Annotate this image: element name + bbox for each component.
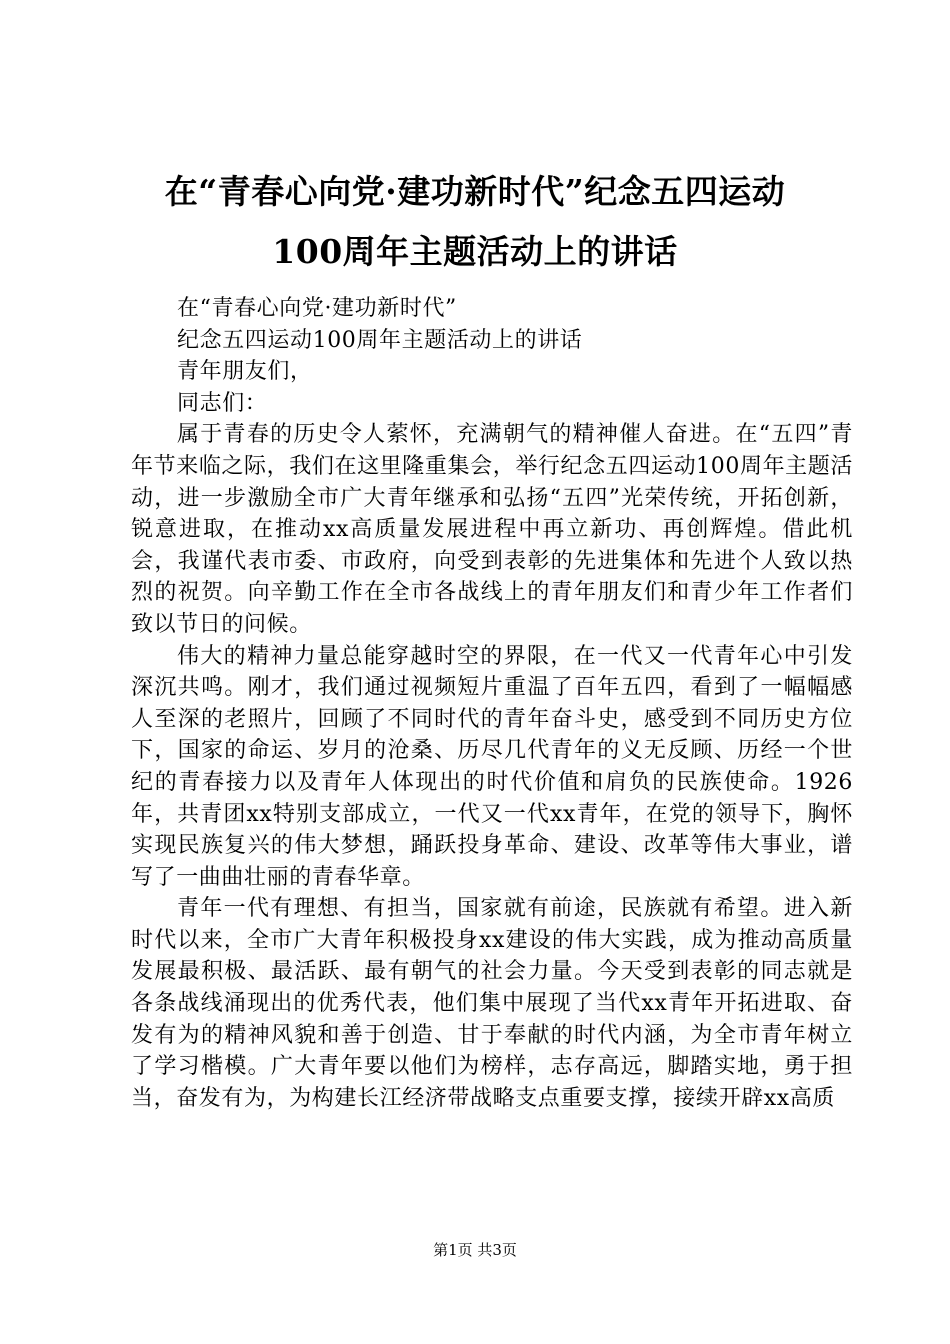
- title-line-2: 100周年主题活动上的讲话: [272, 232, 678, 271]
- title-line-1: 在“青春心向党·建功新时代”纪念五四运动: [164, 172, 786, 211]
- page-number-label: 第1页 共3页: [433, 1241, 517, 1259]
- subtitle-line-2: 纪念五四运动100周年主题活动上的讲话: [177, 327, 583, 353]
- page-footer: [0, 1240, 950, 1260]
- salutation-youth: 青年朋友们，: [177, 359, 313, 385]
- salutation-comrades: 同志们：: [177, 390, 268, 416]
- document-body: [131, 293, 853, 1114]
- document-title: [100, 162, 850, 282]
- paragraph-1: 属于青春的历史令人萦怀，充满朝气的精神催人奋进。在“五四”青年节来临之际，我们在这里隆重集会，举行纪念五四运动100周年主题活动，进一步激励全市广大青年继承和弘扬“五四”光荣传统，开拓创新，锐意进取，在推动xx高质量发展进程中再立新功、再创辉煌。借此机会，我谨代表市委、市政府，向受到表彰的先进集体和先进个人致以热烈的祝贺。向辛勤工作在全市各战线上的青年朋友们和青少年工作者们致以节日的问候。: [131, 422, 853, 637]
- paragraph-2: 伟大的精神力量总能穿越时空的界限，在一代又一代青年心中引发深沉共鸣。刚才，我们通过视频短片重温了百年五四，看到了一幅幅感人至深的老照片，回顾了不同时代的青年奋斗史，感受到不同历史方位下，国家的命运、岁月的沧桑、历尽几代青年的义无反顾、历经一个世纪的青春接力以及青年人体现出的时代价值和肩负的民族使命。1926年，共青团xx特别支部成立，一代又一代xx青年，在党的领导下，胸怀实现民族复兴的伟大梦想，踊跃投身革命、建设、改革等伟大事业，谱写了一曲曲壮丽的青春华章。: [131, 643, 853, 890]
- paragraph-3: 青年一代有理想、有担当，国家就有前途，民族就有希望。进入新时代以来，全市广大青年积极投身xx建设的伟大实践，成为推动高质量发展最积极、最活跃、最有朝气的社会力量。今天受到表彰的同志就是各条战线涌现出的优秀代表，他们集中展现了当代xx青年开拓进取、奋发有为的精神风貌和善于创造、甘于奉献的时代内涵，为全市青年树立了学习楷模。广大青年要以他们为榜样，志存高远，脚踏实地，勇于担当，奋发有为，为构建长江经济带战略支点重要支撑，接续开辟xx高质: [131, 896, 853, 1111]
- subtitle-line-1: 在“青春心向党·建功新时代”: [177, 296, 457, 321]
